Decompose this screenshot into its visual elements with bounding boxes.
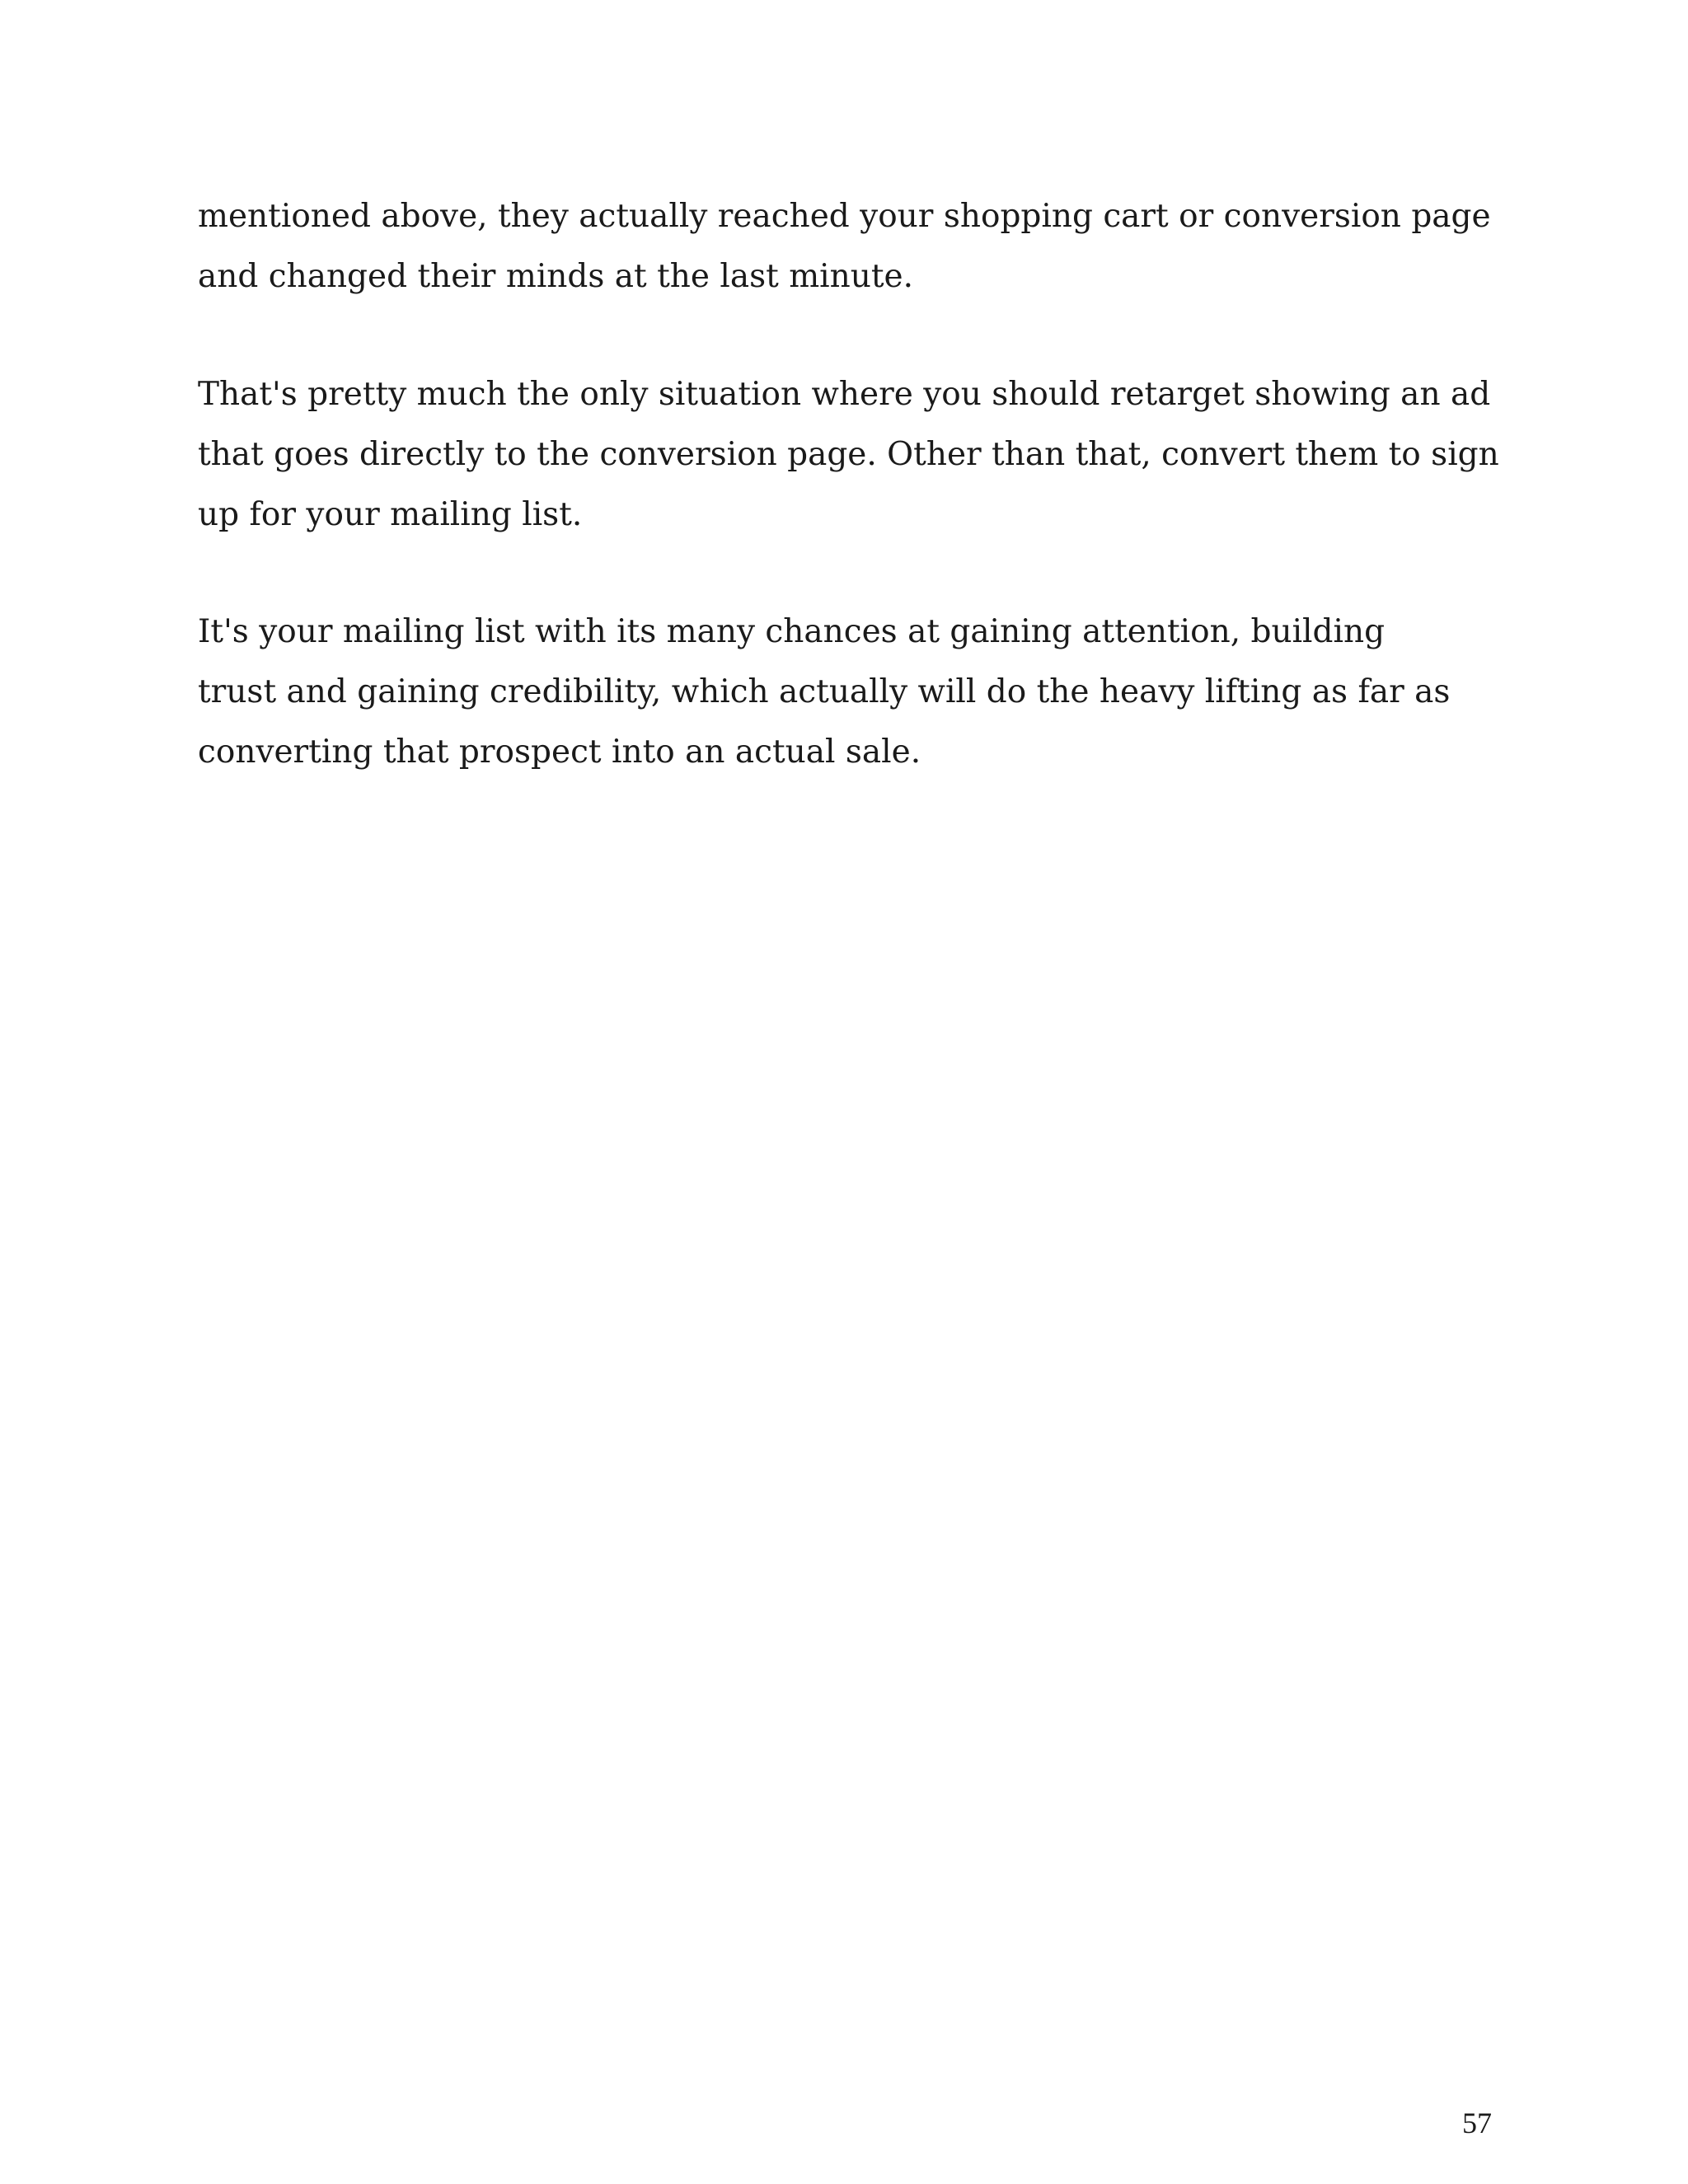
page-number: 57 <box>1462 2107 1492 2139</box>
paragraph-3-line-3: converting that prospect into an actual sale. <box>198 733 921 771</box>
paragraph-1-line-1: mentioned above, they actually reached your shopping cart or conversion page <box>198 198 1491 235</box>
paragraph-1-line-2: and changed their minds at the last minute. <box>198 258 914 295</box>
paragraph-2 <box>198 364 1499 545</box>
paragraph-1 <box>198 186 1491 307</box>
paragraph-3-line-2: trust and gaining credibility, which actually will do the heavy lifting as far as <box>198 673 1451 710</box>
paragraph-2-line-2: that goes directly to the conversion page. Other than that, convert them to sign <box>198 436 1499 473</box>
paragraph-3-line-1: It's your mailing list with its many chances at gaining attention, building <box>198 613 1386 650</box>
paragraph-3 <box>198 602 1484 782</box>
paragraph-2-line-1: That's pretty much the only situation where you should retarget showing an ad <box>198 376 1491 413</box>
paragraph-2-line-3: up for your mailing list. <box>198 496 583 533</box>
